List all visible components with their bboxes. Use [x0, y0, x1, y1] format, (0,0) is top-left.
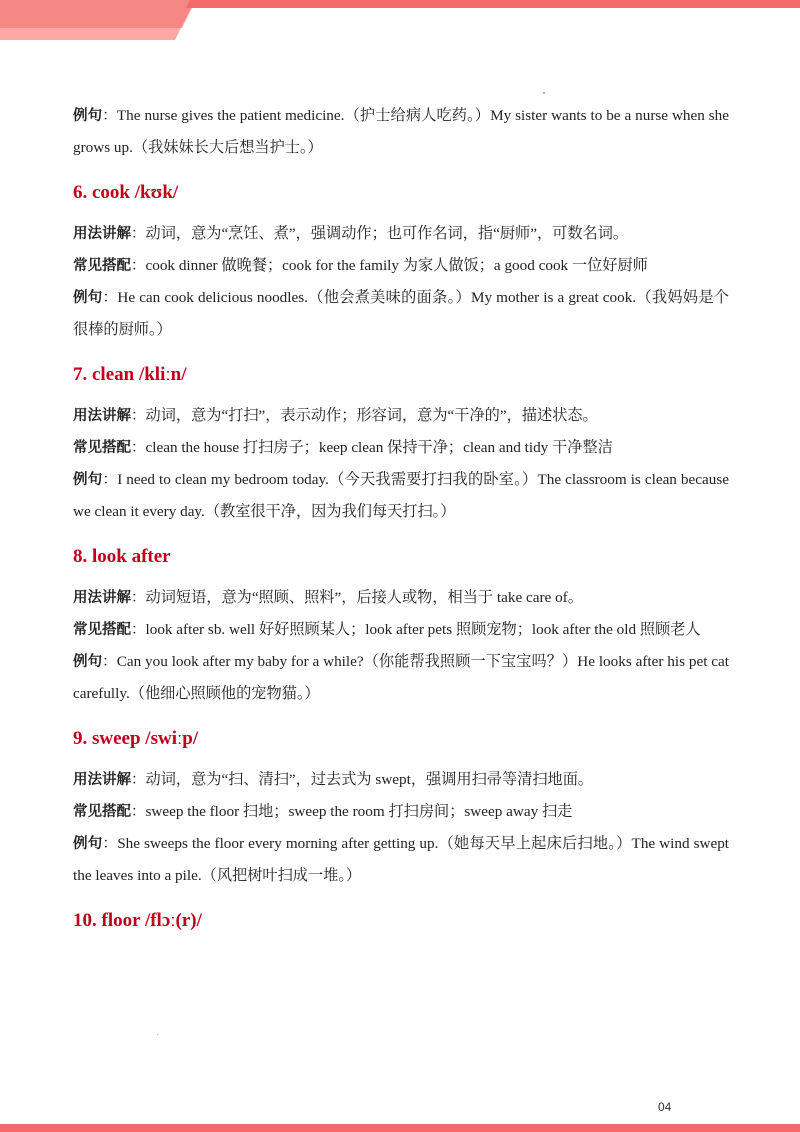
stray-dot: [157, 1034, 158, 1035]
intro-example: 例句：The nurse gives the patient medicine.（护士给病人吃药。）My sister wants to be a nurse when she grows up.（我妹妹长大后想当护士。）: [73, 107, 730, 156]
collocation-label: 常见搭配: [73, 258, 131, 274]
example-text: Can you look after my baby for a while?（你能帮我照顾一下宝宝吗？）He looks after his pet cat carefully.（他细心照顾他的宠物猫。）: [73, 653, 730, 702]
top-decorative-band: [0, 0, 800, 40]
example-text: She sweeps the floor every morning after getting up.（她每天早上起床后扫地。）The wind swept the leaves into a pile.（风把树叶扫成一堆。）: [73, 835, 730, 884]
collocation-line: 常见搭配：clean the house 打扫房子；keep clean 保持干净；clean and tidy 干净整洁: [73, 439, 613, 456]
header-banner-shape: [0, 0, 800, 40]
usage-text: 动词，意为“扫、清扫”，过去式为 swept，强调用扫帚等清扫地面。: [145, 771, 594, 788]
example-text: I need to clean my bedroom today.（今天我需要打扫我的卧室。）The classroom is clean because we clean it every day.（教室很干净，因为我们每天打扫。）: [73, 471, 729, 520]
example-label: 例句: [73, 836, 103, 852]
entry-heading-clean: 7. clean /kliːn/: [73, 364, 187, 385]
example-line: 例句：I need to clean my bedroom today.（今天我需要打扫我的卧室。）The classroom is clean because we clean it every day.（教室很干净，因为我们每天打扫。）: [73, 471, 729, 520]
stray-dot: [543, 92, 545, 94]
example-text: The nurse gives the patient medicine.（护士给病人吃药。）My sister wants to be a nurse when she grows up.（我妹妹长大后想当护士。）: [73, 107, 730, 156]
collocation-label: 常见搭配: [73, 622, 131, 638]
usage-line: 用法讲解：动词，意为“打扫”，表示动作；形容词，意为“干净的”，描述状态。: [73, 407, 598, 424]
usage-line: 用法讲解：动词短语，意为“照顾、照料”，后接人或物，相当于 take care of。: [73, 589, 583, 606]
collocation-text: look after sb. well 好好照顾某人；look after pets 照顾宠物；look after the old 照顾老人: [145, 621, 701, 638]
usage-line: 用法讲解：动词，意为“扫、清扫”，过去式为 swept，强调用扫帚等清扫地面。: [73, 771, 594, 788]
collocation-line: 常见搭配：cook dinner 做晚餐；cook for the family 为家人做饭；a good cook 一位好厨师: [73, 257, 648, 274]
example-line: 例句：He can cook delicious noodles.（他会煮美味的面条。）My mother is a great cook.（我妈妈是个很棒的厨师。）: [73, 289, 729, 338]
collocation-text: cook dinner 做晚餐；cook for the family 为家人做饭；a good cook 一位好厨师: [145, 257, 648, 274]
entry-heading-floor: 10. floor /flɔː(r)/: [73, 910, 202, 931]
page-number: 04: [658, 1100, 672, 1114]
usage-text: 动词，意为“烹饪、煮”，强调动作；也可作名词，指“厨师”，可数名词。: [145, 225, 629, 242]
example-text: He can cook delicious noodles.（他会煮美味的面条。）My mother is a great cook.（我妈妈是个很棒的厨师。）: [73, 289, 729, 338]
usage-label: 用法讲解: [73, 226, 131, 242]
entry-heading-look-after: 8. look after: [73, 546, 171, 567]
example-label: 例句: [73, 472, 103, 488]
collocation-line: 常见搭配：look after sb. well 好好照顾某人；look after pets 照顾宠物；look after the old 照顾老人: [73, 621, 701, 638]
example-label: 例句: [73, 654, 103, 670]
bottom-decorative-band: [0, 1124, 800, 1132]
example-line: 例句：She sweeps the floor every morning after getting up.（她每天早上起床后扫地。）The wind swept the leaves into a pile.（风把树叶扫成一堆。）: [73, 835, 730, 884]
entry-heading-cook: 6. cook /kʊk/: [73, 182, 179, 203]
usage-text: 动词短语，意为“照顾、照料”，后接人或物，相当于 take care of。: [145, 589, 583, 606]
usage-label: 用法讲解: [73, 590, 131, 606]
usage-label: 用法讲解: [73, 772, 131, 788]
usage-label: 用法讲解: [73, 408, 131, 424]
example-label: 例句: [73, 108, 103, 124]
collocation-label: 常见搭配: [73, 440, 131, 456]
collocation-text: clean the house 打扫房子；keep clean 保持干净；clean and tidy 干净整洁: [145, 439, 613, 456]
collocation-label: 常见搭配: [73, 804, 131, 820]
usage-text: 动词，意为“打扫”，表示动作；形容词，意为“干净的”，描述状态。: [145, 407, 598, 424]
collocation-text: sweep the floor 扫地；sweep the room 打扫房间；sweep away 扫走: [145, 803, 573, 820]
example-label: 例句: [73, 290, 103, 306]
document-body: [73, 100, 729, 946]
usage-line: 用法讲解：动词，意为“烹饪、煮”，强调动作；也可作名词，指“厨师”，可数名词。: [73, 225, 629, 242]
entry-heading-sweep: 9. sweep /swiːp/: [73, 728, 199, 749]
example-line: 例句：Can you look after my baby for a while?（你能帮我照顾一下宝宝吗？）He looks after his pet cat carefully.（他细心照顾他的宠物猫。）: [73, 653, 730, 702]
collocation-line: 常见搭配：sweep the floor 扫地；sweep the room 打扫房间；sweep away 扫走: [73, 803, 573, 820]
